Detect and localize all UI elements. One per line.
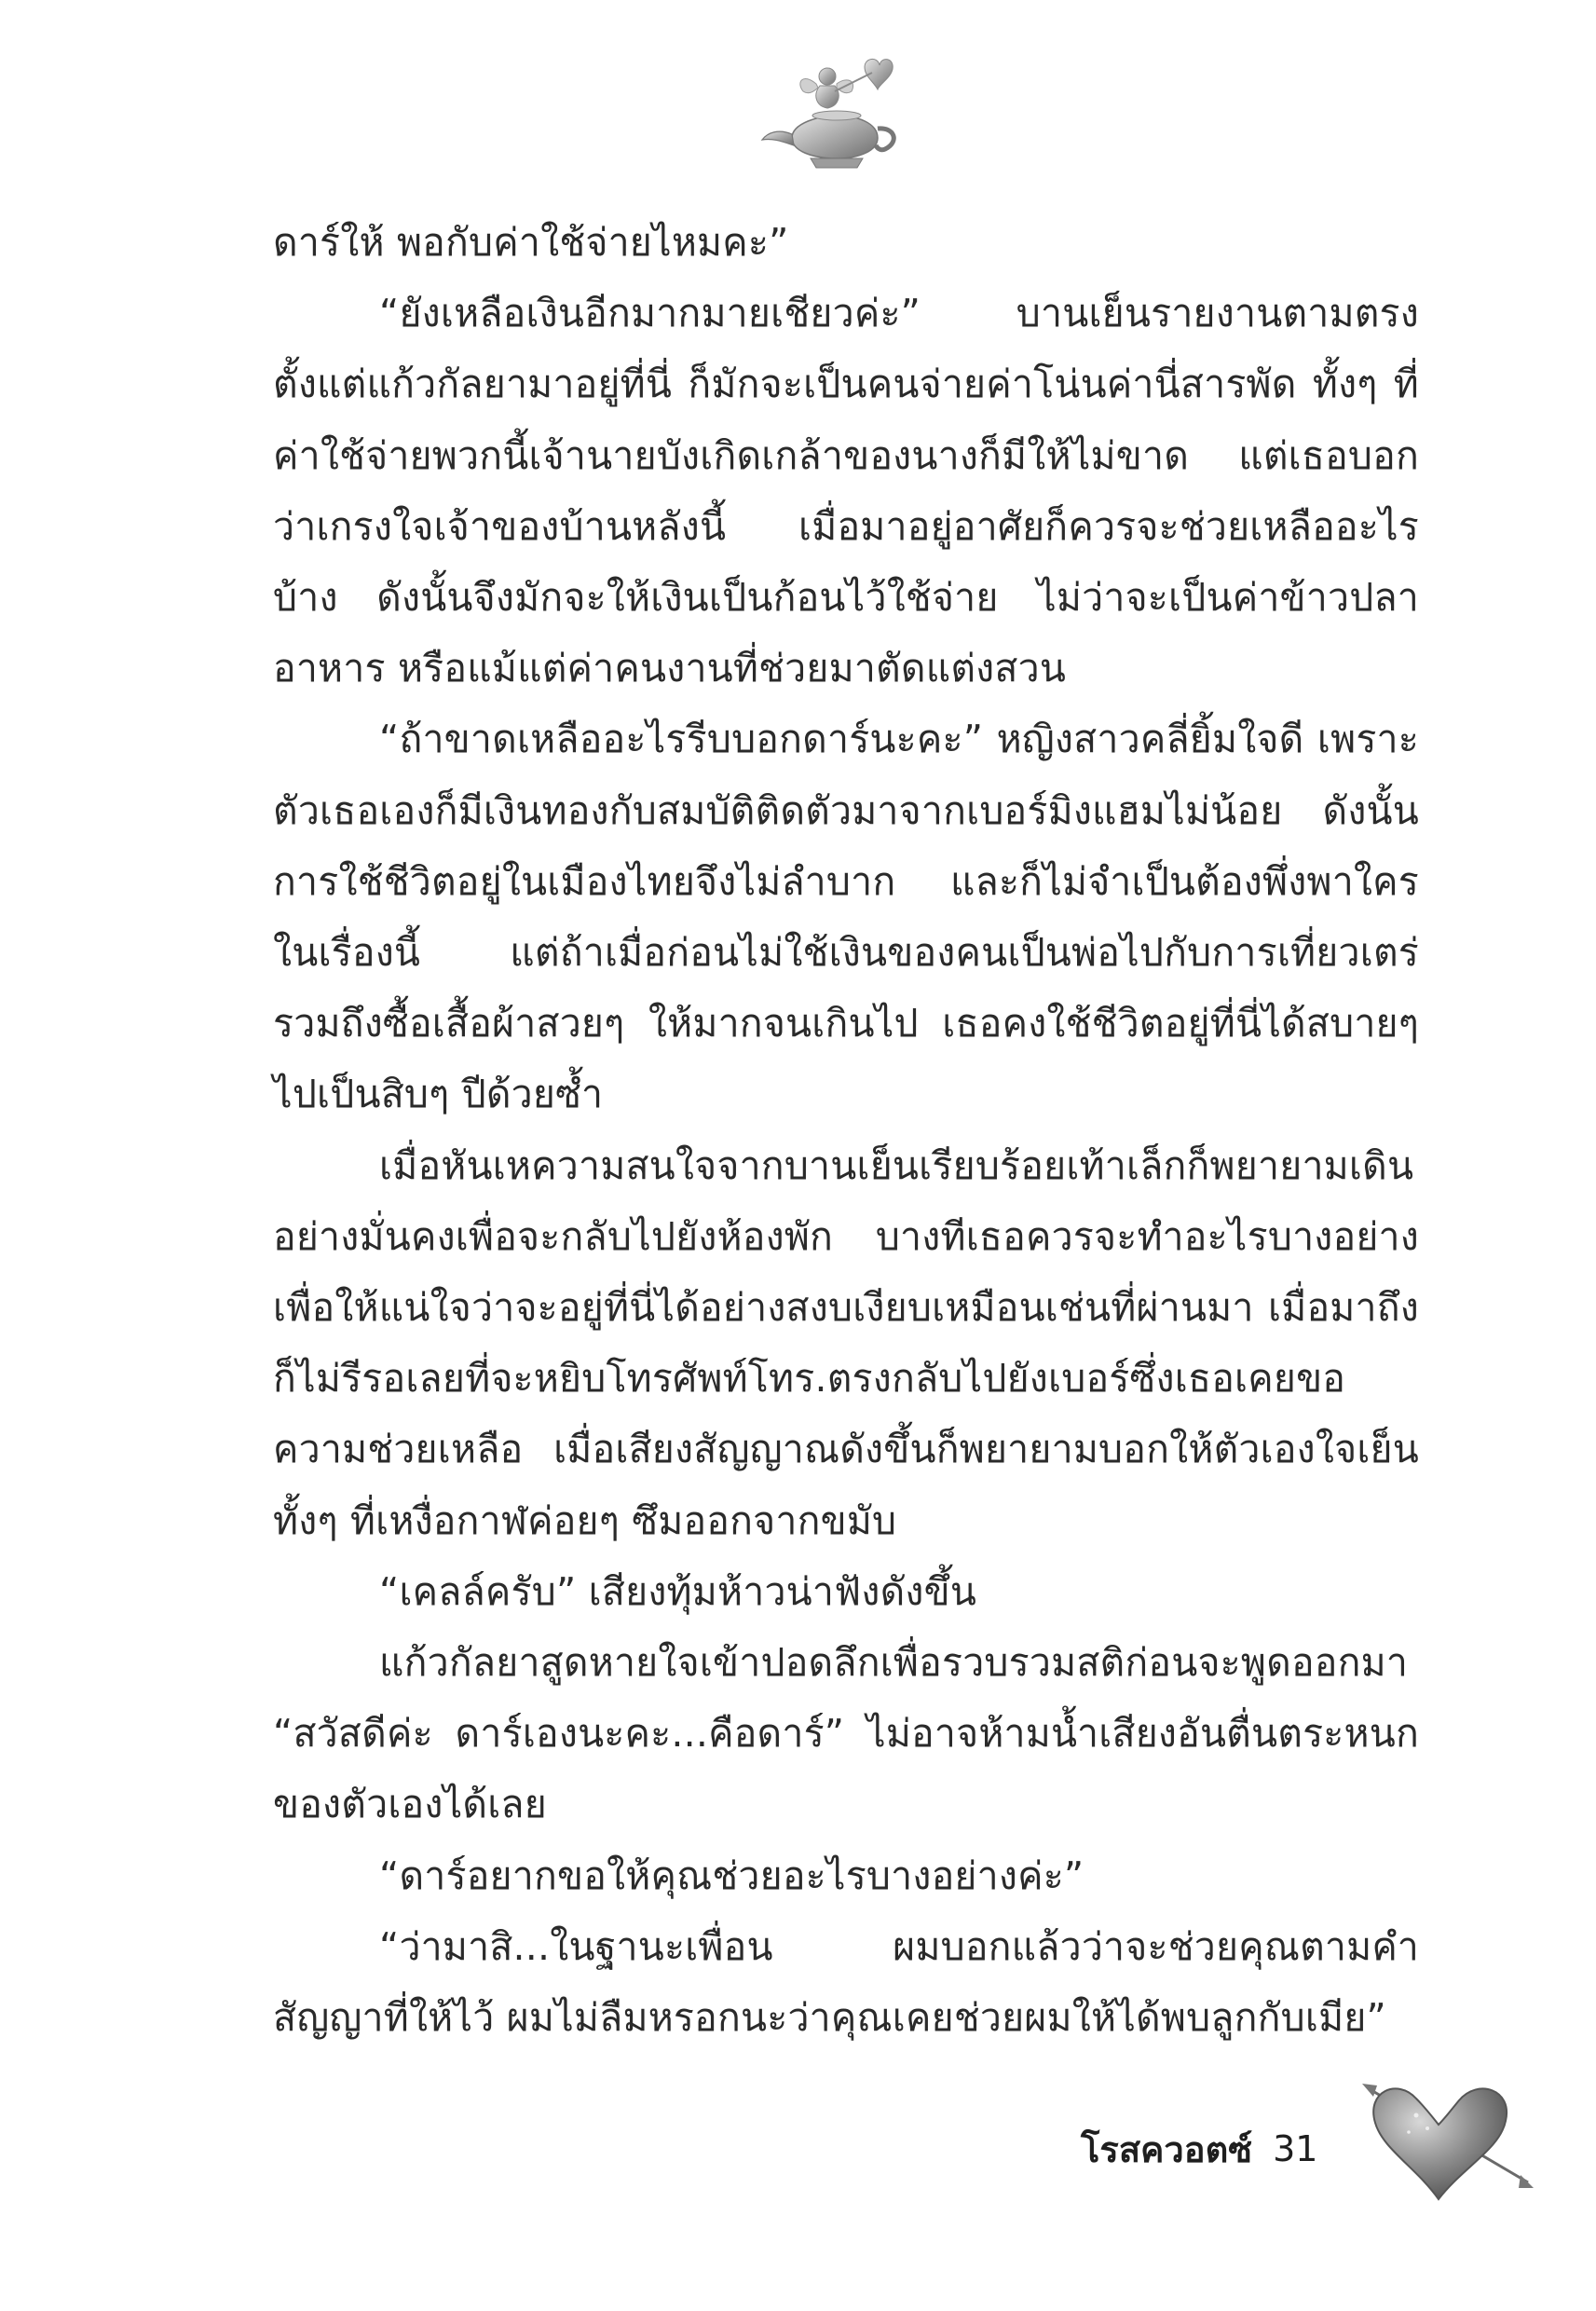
page-number: 31	[1273, 2128, 1318, 2169]
page-footer	[1081, 2121, 1317, 2177]
paragraph: “ถ้าขาดเหลืออะไรรีบบอกดาร์นะคะ” หญิงสาวคลี่ยิ้มใจดี เพราะตัวเธอเองก็มีเงินทองกับสมบัติติดตัวมาจากเบอร์มิงแฮมไม่น้อย ดังนั้นการใช้ชีวิตอยู่ในเมืองไทยจึงไม่ลำบาก และก็ไม่จำเป็นต้องพึ่งพาใครในเรื่องนี้ แต่ถ้าเมื่อก่อนไม่ใช้เงินของคนเป็นพ่อไปกับการเที่ยวเตร่ รวมถึงซื้อเสื้อผ้าสวยๆ ให้มากจนเกินไป เธอคงใช้ชีวิตอยู่ที่นี่ได้สบายๆ ไปเป็นสิบๆ ปีด้วยซ้ำ	[273, 717, 1419, 1117]
paragraph: “ว่ามาสิ...ในฐานะเพื่อน ผมบอกแล้วว่าจะช่วยคุณตามคำสัญญาที่ให้ไว้ ผมไม่ลืมหรอกนะว่าคุณเคยช่วยผมให้ได้พบลูกกับเมีย”	[273, 1923, 1419, 2041]
paragraph: “เคลล์ครับ” เสียงทุ้มห้าวน่าฟังดังขึ้น	[379, 1568, 977, 1614]
cupid-teapot-ornament-icon	[755, 48, 913, 179]
paragraph: “ยังเหลือเงินอีกมากมายเชียวค่ะ” บานเย็นรายงานตามตรง ตั้งแต่แก้วกัลยามาอยู่ที่นี่ ก็มักจะเป็นคนจ่ายค่าโน่นค่านี่สารพัด ทั้งๆ ที่ค่าใช้จ่ายพวกนี้เจ้านายบังเกิดเกล้าของนางก็มีให้ไม่ขาด แต่เธอบอกว่าเกรงใจเจ้าของบ้านหลังนี้ เมื่อมาอยู่อาศัยก็ควรจะช่วยเหลืออะไรบ้าง ดังนั้นจึงมักจะให้เงินเป็นก้อนไว้ใช้จ่าย ไม่ว่าจะเป็นค่าข้าวปลาอาหาร หรือแม้แต่ค่าคนงานที่ช่วยมาตัดแต่งสวน	[273, 291, 1419, 691]
paragraph: ดาร์ให้ พอกับค่าใช้จ่ายไหมคะ”	[273, 220, 789, 265]
paragraph: “ดาร์อยากขอให้คุณช่วยอะไรบางอย่างค่ะ”	[379, 1853, 1084, 1898]
book-title: โรสควอตซ์	[1081, 2128, 1253, 2170]
body-text	[273, 207, 1419, 2053]
paragraph: เมื่อหันเหความสนใจจากบานเย็นเรียบร้อยเท้าเล็กก็พยายามเดินอย่างมั่นคงเพื่อจะกลับไปยังห้องพัก บางทีเธอควรจะทำอะไรบางอย่างเพื่อให้แน่ใจว่าจะอยู่ที่นี่ได้อย่างสงบเงียบเหมือนเช่นที่ผ่านมา เมื่อมาถึงก็ไม่รีรอเลยที่จะหยิบโทรศัพท์โทร.ตรงกลับไปยังเบอร์ซึ่งเธอเคยขอความช่วยเหลือ เมื่อเสียงสัญญาณดังขึ้นก็พยายามบอกให้ตัวเองใจเย็น ทั้งๆ ที่เหงื่อกาฬค่อยๆ ซึมออกจากขมับ	[273, 1142, 1419, 1543]
heart-arrow-icon	[1360, 2071, 1537, 2210]
paragraph: แก้วกัลยาสูดหายใจเข้าปอดลึกเพื่อรวบรวมสติก่อนจะพูดออกมา “สวัสดีค่ะ ดาร์เองนะคะ...คือดาร์” ไม่อาจห้ามน้ำเสียงอันตื่นตระหนกของตัวเองได้เลย	[273, 1640, 1419, 1827]
